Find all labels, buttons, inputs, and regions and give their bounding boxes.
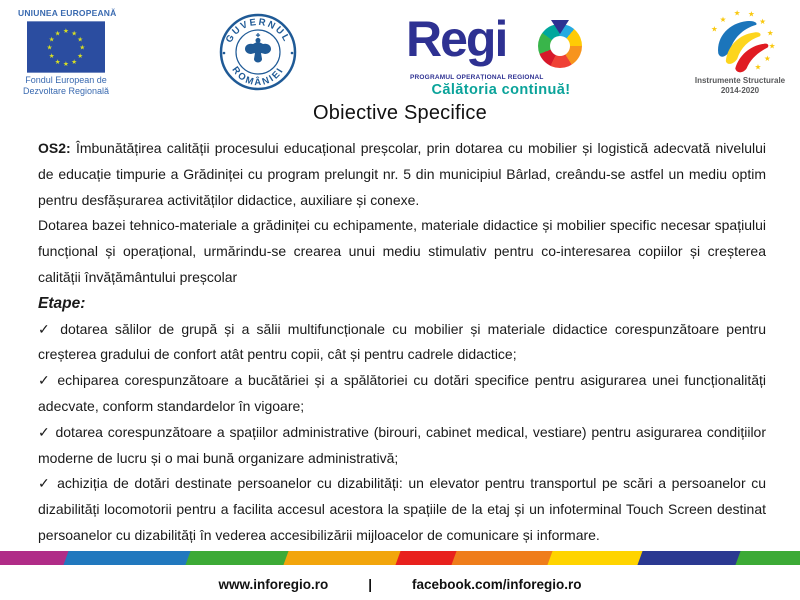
regio-wordmark: Regi <box>406 11 507 67</box>
svg-text:★: ★ <box>759 16 767 26</box>
stripe-segment <box>547 551 648 565</box>
check-icon: ✓ <box>38 372 52 389</box>
bullet-text: dotarea sălilor de grupă și a sălii multifuncționale cu mobilier și materiale didactice corespunzătoare pentru creșterea gradului de confort atât pentru copii, cât și pentru cadrele didactice; <box>38 320 766 363</box>
regio-tagline: Călătoria continuă! <box>431 82 571 98</box>
eu-logo-title: UNIUNEA EUROPEANĂ <box>18 8 117 18</box>
is-label-line2: 2014-2020 <box>720 86 760 95</box>
eu-logo <box>18 8 117 97</box>
slide-body <box>38 136 766 549</box>
svg-text:★: ★ <box>71 30 78 38</box>
footer-stripe <box>0 551 800 565</box>
svg-text:★: ★ <box>54 58 61 66</box>
regio-program-text: PROGRAMUL OPERAȚIONAL REGIONAL <box>410 74 544 81</box>
etape-heading: Etape: <box>38 294 86 312</box>
bullet-item <box>38 420 766 472</box>
bullet-item <box>38 368 766 420</box>
paragraph-os2 <box>38 136 766 213</box>
os2-text: Îmbunătățirea calității procesului educațional preșcolar, prin dotarea cu mobilier și logistică adecvată nivelului de educație timpurie a Grădiniței cu program prelungit nr. 5 din municipiul Bârlad, creându-se astfel un mediu optim pentru desfășurarea activităților didactice, auxiliare și conexe. <box>38 140 767 208</box>
facebook-link[interactable]: facebook.com/inforegio.ro <box>412 576 582 592</box>
is-label-line1: Instrumente Structurale <box>694 76 786 85</box>
bullet-text: dotarea corespunzătoare a spațiilor administrative (birouri, cabinet medical, vestiare) pentru asigurarea condițiilor moderne de lucru și o mai bună organizare administrativă; <box>38 423 767 466</box>
gov-seal-icon <box>218 12 298 92</box>
svg-text:★: ★ <box>733 8 741 18</box>
regio-triangle-icon <box>551 20 569 34</box>
svg-text:★: ★ <box>71 58 78 66</box>
paragraph-dotarea: Dotarea bazei tehnico-materiale a grădiniței cu echipamente, materiale didactice și mobilier specific necesar spațiului funcțional și operațional, urmărindu-se crearea unui mediu stimulativ pentru co-interesarea copiilor și creșterea calității învățământului preșcolar <box>38 217 766 285</box>
government-logo <box>218 12 298 92</box>
svg-text:★: ★ <box>754 62 762 72</box>
bullet-text: echiparea corespunzătoare a bucătăriei și a spălătoriei cu dotări specifice pentru asigurarea unei funcționalități adecvate, conform standardelor în vigoare; <box>38 372 767 414</box>
os2-label: OS2: <box>38 140 71 156</box>
eu-subtitle-line1: Fondul European de <box>25 75 107 85</box>
svg-text:★: ★ <box>54 30 61 38</box>
stripe-segment <box>637 551 746 565</box>
check-icon: ✓ <box>38 475 52 492</box>
gov-arc-top-text: GUVERNUL <box>223 16 293 45</box>
eu-flag-icon <box>27 21 105 73</box>
page-title: Obiective Specifice <box>313 102 487 124</box>
svg-text:★: ★ <box>719 15 727 25</box>
stripe-segment <box>735 551 800 565</box>
website-link[interactable]: www.inforegio.ro <box>218 576 329 592</box>
stripe-segment <box>451 551 558 565</box>
is-label <box>688 76 792 96</box>
svg-text:★: ★ <box>766 28 774 38</box>
regio-wordmark-row <box>406 10 596 72</box>
svg-text:★: ★ <box>711 24 718 34</box>
is-swoosh-icon <box>697 6 783 76</box>
eu-logo-subtitle <box>18 75 114 97</box>
check-icon: ✓ <box>38 320 54 337</box>
svg-text:★: ★ <box>79 44 86 52</box>
footer-separator: | <box>368 576 372 592</box>
bullet-item <box>38 471 766 548</box>
check-icon: ✓ <box>38 423 51 440</box>
svg-text:★: ★ <box>77 36 84 44</box>
stripe-segment <box>185 551 294 565</box>
regio-logo <box>406 10 596 98</box>
bullet-text: achiziția de dotări destinate persoanelor cu dizabilități: un elevator pentru transportul pe scări a persoanelor cu dizabilități locomotorii pentru a facilita accesul acestora la spațiile de la etaj și un infoterminal Touch Screen destinat persoanelor cu dizabilități în vederea accesibilizării mijloacelor de comunicare și informare. <box>38 475 767 543</box>
svg-text:★: ★ <box>63 28 69 36</box>
svg-text:★: ★ <box>63 60 69 68</box>
svg-text:★: ★ <box>46 44 53 52</box>
footer-bar <box>0 571 800 597</box>
svg-text:★: ★ <box>77 52 84 60</box>
svg-text:★: ★ <box>747 9 755 19</box>
svg-text:★: ★ <box>764 53 771 63</box>
eagle-icon <box>245 33 271 63</box>
svg-text:★: ★ <box>768 41 776 51</box>
eu-subtitle-line2: Dezvoltare Regională <box>22 86 110 96</box>
svg-text:★: ★ <box>48 36 55 44</box>
bullet-item <box>38 317 766 369</box>
svg-text:★: ★ <box>48 52 55 60</box>
stripe-segment <box>283 551 406 565</box>
instrumente-structurale-logo <box>688 6 792 96</box>
stripe-segment <box>63 551 196 565</box>
gov-arc-bottom-text: ROMÂNIEI <box>229 64 287 89</box>
